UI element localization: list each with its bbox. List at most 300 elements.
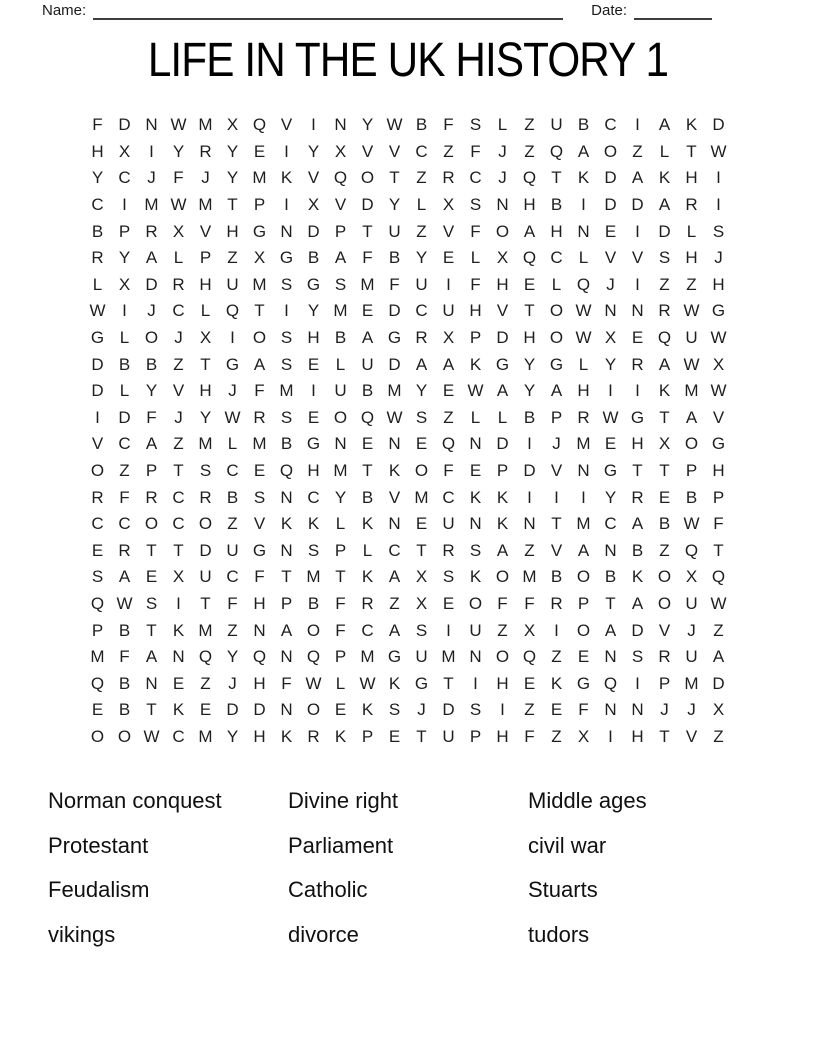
grid-letter: I bbox=[608, 381, 613, 401]
grid-letter: N bbox=[280, 647, 293, 667]
grid-letter: B bbox=[280, 434, 293, 454]
grid-letter: E bbox=[334, 700, 347, 720]
grid-letter: V bbox=[388, 141, 401, 161]
grid-letter: F bbox=[443, 115, 454, 135]
grid-letter: M bbox=[441, 647, 456, 667]
grid-letter: Z bbox=[659, 274, 670, 294]
grid-letter: X bbox=[226, 115, 239, 135]
grid-letter: D bbox=[307, 221, 320, 241]
grid-letter: O bbox=[657, 593, 672, 613]
word-list-item: Divine right bbox=[288, 788, 399, 813]
grid-letter: E bbox=[442, 248, 455, 268]
grid-letter: P bbox=[361, 726, 374, 746]
grid-letter: W bbox=[359, 673, 376, 693]
grid-letter: R bbox=[685, 195, 698, 215]
grid-letter: X bbox=[172, 221, 185, 241]
grid-letter: I bbox=[311, 115, 316, 135]
grid-letter: Q bbox=[90, 673, 105, 693]
grid-letter: R bbox=[415, 328, 428, 348]
grid-letter: Z bbox=[119, 461, 130, 481]
grid-letter: J bbox=[228, 381, 237, 401]
grid-letter: W bbox=[386, 407, 403, 427]
grid-letter: A bbox=[145, 434, 158, 454]
grid-letter: O bbox=[90, 726, 105, 746]
grid-letter: X bbox=[604, 328, 617, 348]
grid-letter: K bbox=[496, 487, 509, 507]
grid-letter: K bbox=[361, 514, 374, 534]
grid-letter: A bbox=[550, 381, 563, 401]
grid-letter: L bbox=[497, 407, 508, 427]
grid-letter: I bbox=[311, 381, 316, 401]
grid-letter: G bbox=[306, 274, 321, 294]
grid-letter: I bbox=[473, 673, 478, 693]
grid-letter: Z bbox=[524, 115, 535, 135]
grid-letter: B bbox=[361, 487, 374, 507]
grid-letter: I bbox=[527, 487, 532, 507]
grid-letter: J bbox=[174, 407, 183, 427]
grid-letter: R bbox=[658, 301, 671, 321]
grid-letter: A bbox=[442, 354, 455, 374]
grid-letter: A bbox=[145, 248, 158, 268]
grid-letter: J bbox=[498, 168, 507, 188]
grid-letter: X bbox=[442, 195, 455, 215]
grid-letter: D bbox=[658, 221, 671, 241]
grid-letter: Y bbox=[388, 195, 401, 215]
grid-letter: E bbox=[523, 274, 536, 294]
grid-letter: L bbox=[470, 407, 481, 427]
grid-letter: T bbox=[551, 514, 562, 534]
grid-letter: L bbox=[578, 248, 589, 268]
grid-letter: S bbox=[415, 407, 428, 427]
grid-letter: B bbox=[523, 407, 536, 427]
grid-letter: X bbox=[334, 141, 347, 161]
grid-letter: N bbox=[145, 673, 158, 693]
grid-letter: K bbox=[307, 514, 320, 534]
grid-letter: P bbox=[253, 195, 266, 215]
grid-letter: W bbox=[575, 301, 592, 321]
grid-letter: N bbox=[631, 301, 644, 321]
grid-letter: M bbox=[252, 274, 267, 294]
grid-letter: G bbox=[225, 354, 240, 374]
grid-letter: Q bbox=[657, 328, 672, 348]
grid-letter: P bbox=[280, 593, 293, 613]
grid-letter: P bbox=[658, 673, 671, 693]
name-label: Name: bbox=[42, 2, 87, 19]
grid-letter: G bbox=[306, 434, 321, 454]
grid-letter: C bbox=[307, 487, 320, 507]
grid-letter: C bbox=[469, 168, 482, 188]
grid-letter: M bbox=[306, 567, 321, 587]
grid-letter: S bbox=[658, 248, 671, 268]
grid-letter: L bbox=[416, 195, 427, 215]
grid-letter: F bbox=[470, 141, 481, 161]
grid-letter: R bbox=[361, 593, 374, 613]
grid-letter: I bbox=[554, 487, 559, 507]
grid-letter: W bbox=[683, 354, 700, 374]
grid-letter: L bbox=[362, 540, 373, 560]
grid-letter: O bbox=[414, 461, 429, 481]
grid-letter: A bbox=[523, 221, 536, 241]
grid-letter: A bbox=[496, 540, 509, 560]
grid-letter: H bbox=[199, 274, 212, 294]
grid-letter: N bbox=[280, 221, 293, 241]
grid-letter: P bbox=[577, 593, 590, 613]
word-list-item: civil war bbox=[528, 832, 607, 858]
grid-letter: Q bbox=[603, 673, 618, 693]
grid-letter: B bbox=[550, 195, 563, 215]
grid-letter: K bbox=[280, 168, 293, 188]
grid-letter: E bbox=[253, 141, 266, 161]
grid-letter: M bbox=[684, 381, 699, 401]
grid-letter: T bbox=[659, 461, 670, 481]
grid-letter: F bbox=[470, 274, 481, 294]
grid-letter: T bbox=[362, 461, 373, 481]
grid-letter: N bbox=[172, 647, 185, 667]
grid-letter: T bbox=[659, 726, 670, 746]
grid-letter: S bbox=[91, 567, 104, 587]
grid-letter: G bbox=[711, 434, 726, 454]
grid-letter: Q bbox=[576, 274, 591, 294]
grid-letter: I bbox=[554, 620, 559, 640]
grid-letter: Y bbox=[226, 647, 239, 667]
grid-letter: S bbox=[280, 407, 293, 427]
grid-letter: M bbox=[576, 434, 591, 454]
grid-letter: E bbox=[442, 381, 455, 401]
grid-letter: H bbox=[577, 381, 590, 401]
grid-letter: N bbox=[496, 195, 509, 215]
grid-letter: H bbox=[685, 248, 698, 268]
grid-letter: H bbox=[469, 301, 482, 321]
grid-letter: S bbox=[469, 115, 482, 135]
grid-letter: I bbox=[635, 274, 640, 294]
grid-letter: D bbox=[388, 301, 401, 321]
grid-letter: R bbox=[145, 221, 158, 241]
grid-letter: P bbox=[334, 540, 347, 560]
grid-letter: B bbox=[118, 673, 131, 693]
word-list-item: Protestant bbox=[48, 832, 149, 858]
grid-letter: M bbox=[387, 381, 402, 401]
grid-letter: G bbox=[414, 673, 429, 693]
grid-letter: W bbox=[143, 726, 160, 746]
grid-letter: M bbox=[198, 195, 213, 215]
grid-letter: Q bbox=[90, 593, 105, 613]
grid-letter: A bbox=[604, 620, 617, 640]
grid-letter: X bbox=[685, 567, 698, 587]
grid-letter: E bbox=[631, 328, 644, 348]
grid-letter: J bbox=[147, 168, 156, 188]
grid-letter: U bbox=[442, 301, 455, 321]
grid-letter: F bbox=[389, 274, 400, 294]
grid-letter: U bbox=[685, 593, 698, 613]
grid-letter: T bbox=[443, 673, 454, 693]
grid-letter: H bbox=[496, 726, 509, 746]
grid-letter: Y bbox=[226, 141, 239, 161]
grid-letter: F bbox=[524, 726, 535, 746]
grid-letter: O bbox=[360, 168, 375, 188]
grid-letter: Q bbox=[279, 461, 294, 481]
grid-letter: E bbox=[172, 673, 185, 693]
grid-letter: O bbox=[468, 593, 483, 613]
grid-letter: V bbox=[712, 407, 725, 427]
grid-letter: E bbox=[253, 461, 266, 481]
grid-letter: C bbox=[118, 168, 131, 188]
grid-letter: V bbox=[550, 540, 563, 560]
grid-letter: A bbox=[280, 620, 293, 640]
grid-letter: Y bbox=[226, 168, 239, 188]
grid-letter: E bbox=[577, 647, 590, 667]
grid-letter: Z bbox=[497, 620, 508, 640]
grid-letter: T bbox=[146, 700, 157, 720]
grid-letter: D bbox=[388, 354, 401, 374]
grid-letter: A bbox=[577, 540, 590, 560]
grid-letter: A bbox=[253, 354, 266, 374]
grid-letter: U bbox=[415, 274, 428, 294]
grid-letter: O bbox=[549, 301, 564, 321]
grid-letter: L bbox=[335, 514, 346, 534]
grid-letter: I bbox=[716, 168, 721, 188]
grid-letter: E bbox=[91, 700, 104, 720]
grid-letter: Z bbox=[200, 673, 211, 693]
grid-letter: Q bbox=[252, 647, 267, 667]
grid-letter: H bbox=[523, 195, 536, 215]
grid-letter: O bbox=[144, 514, 159, 534]
grid-letter: C bbox=[172, 514, 185, 534]
grid-letter: U bbox=[442, 514, 455, 534]
grid-letter: D bbox=[199, 540, 212, 560]
grid-letter: N bbox=[388, 434, 401, 454]
grid-letter: M bbox=[279, 381, 294, 401]
grid-letter: L bbox=[470, 248, 481, 268]
grid-letter: Q bbox=[306, 647, 321, 667]
grid-letter: M bbox=[360, 274, 375, 294]
grid-letter: H bbox=[91, 141, 104, 161]
grid-letter: W bbox=[575, 328, 592, 348]
grid-letter: N bbox=[280, 700, 293, 720]
grid-letter: V bbox=[334, 195, 347, 215]
grid-letter: U bbox=[685, 647, 698, 667]
grid-letter: E bbox=[145, 567, 158, 587]
grid-letter: P bbox=[334, 647, 347, 667]
grid-letter: K bbox=[334, 726, 347, 746]
grid-letter: V bbox=[199, 221, 212, 241]
grid-letter: U bbox=[469, 620, 482, 640]
grid-letter: R bbox=[253, 407, 266, 427]
grid-letter: V bbox=[91, 434, 104, 454]
grid-letter: I bbox=[149, 141, 154, 161]
grid-letter: Y bbox=[604, 354, 617, 374]
grid-letter: D bbox=[226, 700, 239, 720]
grid-letter: P bbox=[712, 487, 725, 507]
grid-letter: I bbox=[635, 381, 640, 401]
grid-letter: V bbox=[442, 221, 455, 241]
grid-letter: F bbox=[92, 115, 103, 135]
grid-letter: G bbox=[279, 248, 294, 268]
word-list bbox=[48, 779, 768, 957]
grid-letter: A bbox=[658, 354, 671, 374]
grid-letter: K bbox=[469, 567, 482, 587]
grid-letter: V bbox=[631, 248, 644, 268]
grid-letter: B bbox=[145, 354, 158, 374]
grid-letter: A bbox=[685, 407, 698, 427]
grid-letter: N bbox=[280, 487, 293, 507]
grid-letter: M bbox=[144, 195, 159, 215]
grid-letter: T bbox=[713, 540, 724, 560]
grid-letter: H bbox=[253, 673, 266, 693]
grid-letter: E bbox=[361, 434, 374, 454]
grid-letter: W bbox=[710, 328, 727, 348]
grid-letter: H bbox=[496, 274, 509, 294]
grid-letter: R bbox=[199, 141, 212, 161]
grid-letter: Z bbox=[632, 141, 643, 161]
grid-letter: U bbox=[685, 328, 698, 348]
grid-letter: C bbox=[226, 461, 239, 481]
grid-letter: N bbox=[253, 620, 266, 640]
grid-letter: Q bbox=[522, 647, 537, 667]
grid-letter: A bbox=[415, 354, 428, 374]
grid-letter: T bbox=[605, 593, 616, 613]
grid-letter: B bbox=[361, 381, 374, 401]
grid-letter: D bbox=[253, 700, 266, 720]
grid-letter: X bbox=[253, 248, 266, 268]
grid-letter: R bbox=[577, 407, 590, 427]
grid-letter: M bbox=[252, 168, 267, 188]
grid-letter: O bbox=[603, 141, 618, 161]
grid-letter: I bbox=[95, 407, 100, 427]
grid-letter: G bbox=[630, 407, 645, 427]
grid-letter: H bbox=[550, 221, 563, 241]
grid-letter: B bbox=[307, 248, 320, 268]
grid-letter: Q bbox=[522, 168, 537, 188]
grid-letter: L bbox=[659, 141, 670, 161]
grid-letter: I bbox=[635, 115, 640, 135]
grid-letter: S bbox=[280, 354, 293, 374]
grid-letter: V bbox=[307, 168, 320, 188]
date-fill-line bbox=[634, 3, 712, 20]
grid-letter: K bbox=[388, 461, 401, 481]
grid-letter: K bbox=[685, 115, 698, 135]
grid-letter: Q bbox=[360, 407, 375, 427]
grid-letter: K bbox=[361, 567, 374, 587]
grid-letter: X bbox=[577, 726, 590, 746]
grid-letter: S bbox=[442, 567, 455, 587]
grid-letter: X bbox=[307, 195, 320, 215]
grid-letter: K bbox=[631, 567, 644, 587]
grid-letter: S bbox=[469, 540, 482, 560]
grid-letter: S bbox=[469, 195, 482, 215]
grid-letter: A bbox=[145, 647, 158, 667]
grid-letter: N bbox=[577, 461, 590, 481]
grid-letter: H bbox=[712, 461, 725, 481]
grid-letter: D bbox=[118, 115, 131, 135]
grid-letter: H bbox=[523, 328, 536, 348]
grid-letter: U bbox=[226, 540, 239, 560]
grid-letter: I bbox=[716, 195, 721, 215]
grid-letter: Z bbox=[713, 726, 724, 746]
word-list-item: divorce bbox=[288, 921, 359, 947]
grid-letter: F bbox=[119, 647, 130, 667]
grid-letter: W bbox=[170, 115, 187, 135]
grid-letter: A bbox=[577, 141, 590, 161]
grid-letter: E bbox=[442, 593, 455, 613]
grid-letter: H bbox=[253, 593, 266, 613]
word-list-item: Middle ages bbox=[528, 788, 647, 813]
grid-letter: N bbox=[469, 647, 482, 667]
grid-letter: Y bbox=[118, 248, 131, 268]
grid-letter: T bbox=[551, 168, 562, 188]
grid-letter: B bbox=[604, 567, 617, 587]
grid-letter: Z bbox=[227, 514, 238, 534]
grid-letter: U bbox=[334, 381, 347, 401]
grid-letter: S bbox=[388, 700, 401, 720]
grid-letter: Z bbox=[227, 248, 238, 268]
grid-letter: B bbox=[550, 567, 563, 587]
grid-letter: S bbox=[334, 274, 347, 294]
grid-letter: S bbox=[469, 700, 482, 720]
grid-letter: G bbox=[252, 540, 267, 560]
grid-letter: L bbox=[578, 354, 589, 374]
grid-letter: Y bbox=[415, 248, 428, 268]
grid-letter: U bbox=[361, 354, 374, 374]
grid-letter: O bbox=[684, 434, 699, 454]
grid-letter: Z bbox=[524, 540, 535, 560]
grid-letter: T bbox=[335, 567, 346, 587]
grid-letter: V bbox=[172, 381, 185, 401]
grid-letter: I bbox=[581, 487, 586, 507]
grid-letter: M bbox=[360, 647, 375, 667]
grid-letter: Z bbox=[443, 141, 454, 161]
grid-letter: L bbox=[119, 381, 130, 401]
grid-letter: W bbox=[386, 115, 403, 135]
grid-letter: Z bbox=[416, 221, 427, 241]
grid-letter: P bbox=[469, 726, 482, 746]
grid-letter: D bbox=[145, 274, 158, 294]
grid-letter: O bbox=[576, 620, 591, 640]
grid-letter: P bbox=[685, 461, 698, 481]
grid-letter: H bbox=[199, 381, 212, 401]
grid-letter: T bbox=[389, 168, 400, 188]
grid-letter: X bbox=[415, 567, 428, 587]
grid-letter: S bbox=[280, 274, 293, 294]
grid-letter: N bbox=[523, 514, 536, 534]
grid-letter: W bbox=[710, 141, 727, 161]
grid-letter: T bbox=[281, 567, 292, 587]
grid-letter: A bbox=[388, 620, 401, 640]
grid-letter: P bbox=[118, 221, 131, 241]
grid-letter: M bbox=[198, 434, 213, 454]
grid-letter: A bbox=[631, 168, 644, 188]
grid-letter: T bbox=[524, 301, 535, 321]
grid-letter: N bbox=[604, 301, 617, 321]
grid-letter: V bbox=[280, 115, 293, 135]
word-list-item: vikings bbox=[48, 921, 116, 947]
grid-letter: C bbox=[415, 301, 428, 321]
grid-letter: R bbox=[631, 354, 644, 374]
grid-letter: I bbox=[230, 328, 235, 348]
grid-letter: X bbox=[118, 141, 131, 161]
grid-letter: F bbox=[524, 593, 535, 613]
grid-letter: O bbox=[306, 700, 321, 720]
grid-letter: Y bbox=[523, 354, 536, 374]
grid-letter: Q bbox=[549, 141, 564, 161]
grid-letter: F bbox=[254, 567, 265, 587]
grid-letter: J bbox=[228, 673, 237, 693]
grid-letter: Q bbox=[441, 434, 456, 454]
grid-letter: A bbox=[361, 328, 374, 348]
grid-letter: T bbox=[200, 354, 211, 374]
grid-letter: N bbox=[604, 540, 617, 560]
grid-letter: Q bbox=[333, 168, 348, 188]
grid-letter: M bbox=[90, 647, 105, 667]
